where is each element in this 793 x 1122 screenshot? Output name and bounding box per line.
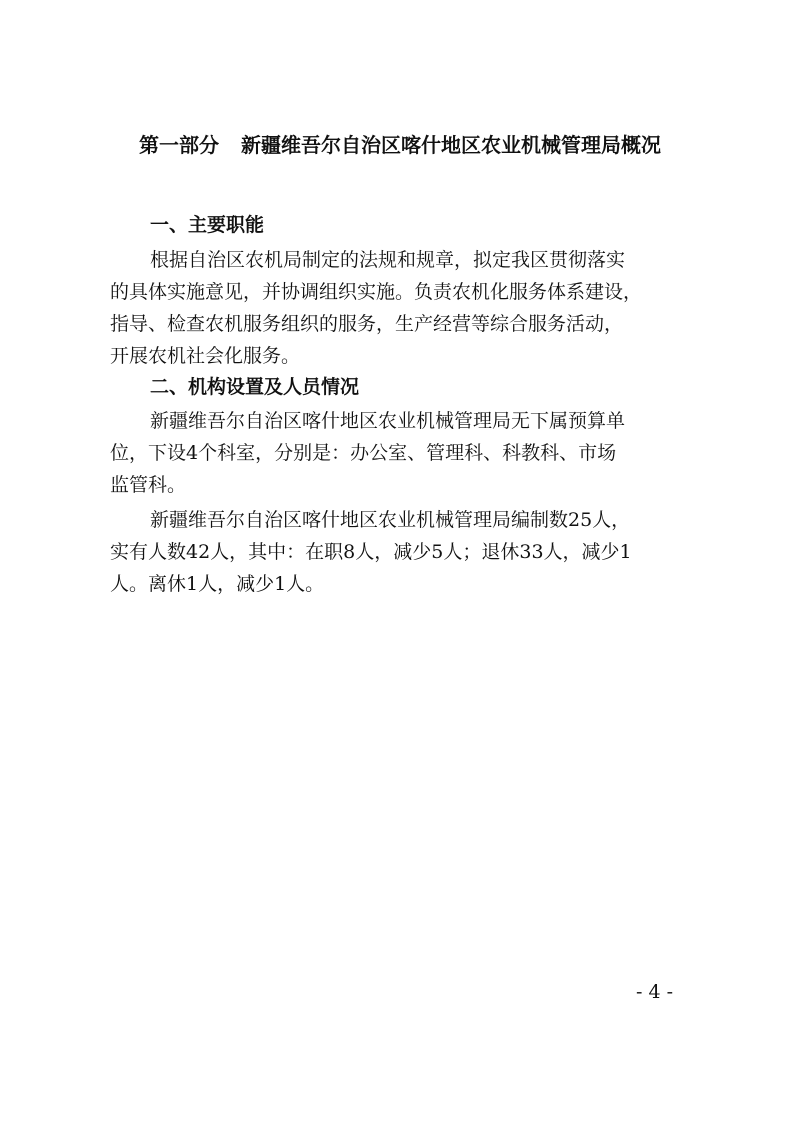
paragraph-line: 新疆维吾尔自治区喀什地区农业机械管理局编制数25人，	[150, 509, 631, 531]
paragraph-line: 根据自治区农机局制定的法规和规章，拟定我区贯彻落实	[150, 249, 626, 271]
section-heading-main-functions: 一、主要职能	[150, 214, 265, 236]
paragraph-line: 新疆维吾尔自治区喀什地区农业机械管理局无下属预算单	[150, 410, 626, 432]
section-heading-organization-staff: 二、机构设置及人员情况	[150, 376, 360, 398]
paragraph-line: 位，下设4个科室，分别是：办公室、管理科、科教科、市场	[110, 442, 617, 464]
paragraph-line: 实有人数42人，其中：在职8人，减少5人；退休33人，减少1	[110, 541, 632, 563]
title-part-label: 第一部分	[139, 133, 219, 157]
paragraph-line: 开展农机社会化服务。	[110, 345, 301, 367]
paragraph-line: 的具体实施意见，并协调组织实施。负责农机化服务体系建设，	[110, 281, 643, 303]
paragraph-line: 指导、检查农机服务组织的服务，生产经营等综合服务活动，	[110, 313, 624, 335]
document-title	[100, 130, 700, 160]
title-organization-name: 新疆维吾尔自治区喀什地区农业机械管理局概况	[241, 133, 661, 157]
paragraph-line: 人。离休1人，减少1人。	[110, 573, 325, 595]
paragraph-organization-setup	[110, 405, 695, 501]
paragraph-main-functions	[110, 244, 695, 372]
page-number: - 4 -	[636, 981, 674, 1003]
paragraph-staffing	[110, 504, 695, 600]
paragraph-line: 监管科。	[110, 474, 187, 496]
